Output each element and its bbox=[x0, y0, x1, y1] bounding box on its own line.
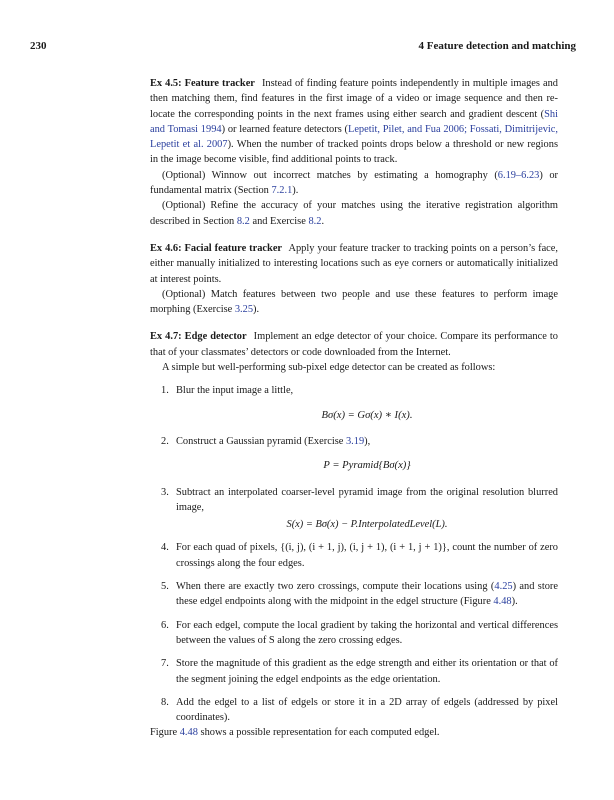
exercise-ref-link[interactable]: 3.25 bbox=[234, 304, 254, 316]
section-ref-link[interactable]: 7.2.1 bbox=[271, 185, 293, 197]
page-number: 230 bbox=[30, 40, 47, 52]
citation-link[interactable]: Lepetit, Pilet, and Fua 2006; Fossati, Dimitrijevic, Lepetit et al. 2007 bbox=[150, 123, 558, 151]
list-item: 6. For each edgel, compute the local gradient by taking the horizontal and vertical differences between the values of S along the zero crossing edges. bbox=[161, 619, 558, 646]
exercise-paragraph: (Optional) Refine the accuracy of your matches using the iterative registration algorithm described in Section 8.2 and Exercise 8.2. bbox=[150, 200, 558, 227]
list-item: 7. Store the magnitude of this gradient as the edge strength and either its orientation or that of the segment joining the edgel endpoints as the edge orientation. bbox=[161, 658, 558, 685]
exercise-paragraph: A simple but well-performing sub-pixel edge detector can be created as follows: bbox=[162, 362, 496, 374]
figure-ref-link[interactable]: 4.48 bbox=[179, 727, 198, 739]
equation-subtract: S(x) = Bσ(x) − P.InterpolatedLevel(L). bbox=[286, 519, 448, 531]
running-header bbox=[30, 40, 576, 54]
exercise-label: Ex 4.6: Facial feature tracker bbox=[150, 242, 283, 254]
exercise-4-5 bbox=[150, 76, 558, 229]
equation-blur: Bσ(x) = Gσ(x) ∗ I(x). bbox=[321, 409, 413, 421]
exercise-paragraph: (Optional) Winnow out incorrect matches by estimating a homography (6.19–6.23) or fundamental matrix (Section 7.2.1). bbox=[150, 169, 558, 197]
chapter-title: 4 Feature detection and matching bbox=[418, 40, 576, 52]
steps-list bbox=[150, 383, 558, 725]
figure-ref-link[interactable]: 4.48 bbox=[493, 596, 512, 608]
exercise-paragraph: Ex 4.7: Edge detector Implement an edge detector of your choice. Compare its performance to that of your classmates’ detectors or code downloaded from the Internet. bbox=[150, 331, 558, 358]
equation-ref-link[interactable]: 4.25 bbox=[494, 581, 513, 593]
exercise-ref-link[interactable]: 3.19 bbox=[345, 435, 365, 447]
closing-paragraph: Figure 4.48 shows a possible representation for each computed edgel. bbox=[150, 727, 440, 739]
equation-pyramid: P = Pyramid{Bσ(x)} bbox=[323, 460, 411, 472]
list-item: 1. Blur the input image a little, Bσ(x) = Gσ(x) ∗ I(x). bbox=[150, 383, 558, 423]
page-body bbox=[150, 76, 558, 741]
section-ref-link[interactable]: 8.2 bbox=[236, 215, 250, 227]
exercise-paragraph: (Optional) Match features between two people and use these features to perform image morphing (Exercise 3.25). bbox=[150, 288, 558, 316]
exercise-label: Ex 4.7: Edge detector bbox=[150, 331, 247, 343]
list-item: 4. For each quad of pixels, {(i, j), (i + 1, j), (i, j + 1), (i + 1, j + 1)}, count the number of zero crossings along the four edges. bbox=[161, 542, 558, 569]
exercise-paragraph: Ex 4.6: Facial feature tracker Apply your feature tracker to tracking points on a person’s face, either manually initialized to interesting locations such as eye corners or automatically initialized at interest points. bbox=[150, 242, 558, 285]
list-item: 8. Add the edgel to a list of edgels or store it in a 2D array of edgels (addressed by pixel coordinates). bbox=[161, 696, 558, 724]
exercise-paragraph: Ex 4.5: Feature tracker Instead of finding feature points independently in multiple images and then matching them, find features in the first image of a video or image sequence and then re-locate the corresponding points in the next frames using either search and gradient descent (Shi and Tomasi 1994) or learned feature detectors (Lepetit, Pilet, and Fua 2006; Fossati, Dimitrijevic, Lepetit et al. 2007). When the number of tracked points drops below a threshold or new regions in the image become visible, find additional points to track. bbox=[150, 78, 558, 166]
list-item: 5. When there are exactly two zero crossings, compute their locations using (4.25) and store these edgel endpoints along with the midpoint in the edgel structure (Figure 4.48). bbox=[161, 581, 558, 608]
equation-ref-link[interactable]: 6.19–6.23 bbox=[497, 169, 540, 181]
exercise-ref-link[interactable]: 8.2 bbox=[308, 215, 322, 227]
list-item: 2. Construct a Gaussian pyramid (Exercise 3.19), P = Pyramid{Bσ(x)} bbox=[150, 434, 558, 474]
citation-link[interactable]: Shi and Tomasi 1994 bbox=[150, 108, 558, 135]
list-item: 3. Subtract an interpolated coarser-level pyramid image from the original resolution blurred image, S(x) = Bσ(x) − P.InterpolatedLevel(L). bbox=[150, 485, 558, 533]
exercise-4-7 bbox=[150, 329, 558, 740]
exercise-4-6 bbox=[150, 241, 558, 317]
exercise-label: Ex 4.5: Feature tracker bbox=[150, 78, 255, 89]
